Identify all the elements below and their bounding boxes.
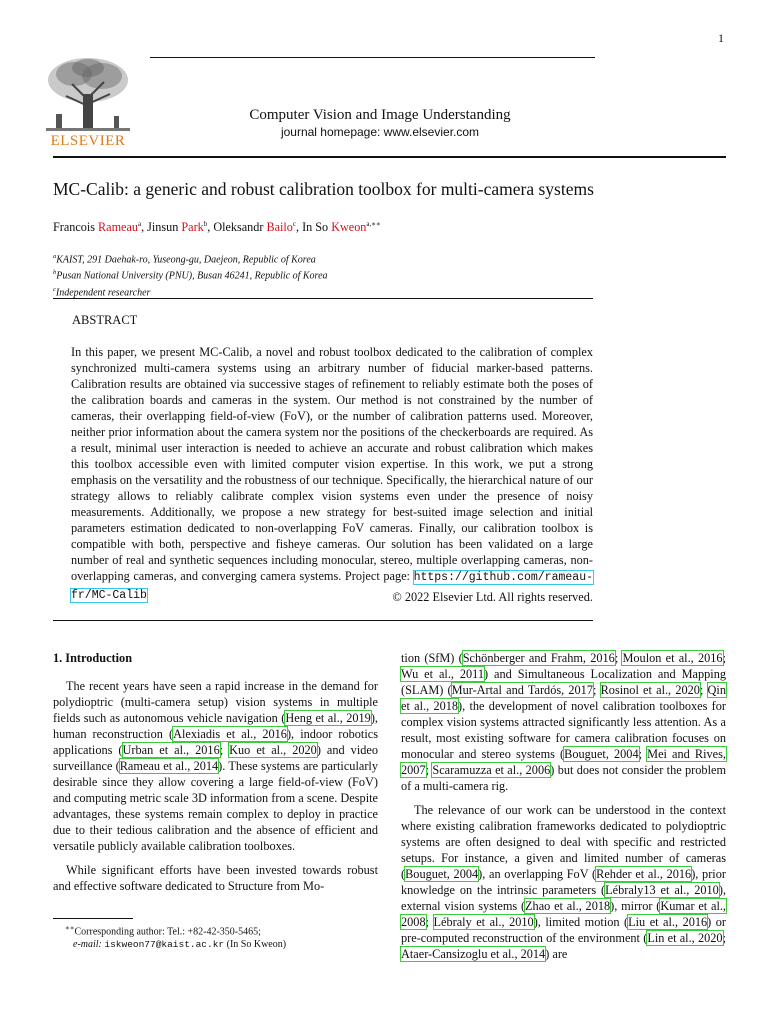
body-text: ), mirror ( <box>610 899 661 913</box>
abstract-text: In this paper, we present MC-Calib, a novel and robust toolbox dedicated to the calibration of complex synchronized multi-camera systems using an arbitrary number of fiducial marker-based patterns. Calibration results are obtained via successive stages of refinement to reliably estimate both the poses of the calibration boards and cameras in the system. Our method is not constrained by the number of cameras, their overlapping field-of-view (FoV), or the number of calibration patterns used. Moreover, neither prior information about the camera system nor the positions of the checkerboards are required. As a result, minimal user interaction is needed to achieve an accurate and robust calibration which makes this toolbox accessible even with limited computer vision expertise. In this work, we put a strong emphasis on the versatility and the robustness of our technique. Specifically, the hierarchical nature of our strategy allows to reliably calibrate complex vision systems even under the presence of noisy measurements. Additionally, we propose a new strategy for best-suited image selection and initial parameters estimation dedicated to non-overlapping FoV cameras. Finally, our calibration toolbox is compatible with both, perspective and fisheye cameras. Our solution has been validated on a large number of real and synthetic sequences including monocular, stereo, multiple overlapping cameras, non-overlapping cameras, and converging camera systems. Project page: <box>71 345 593 583</box>
body-text: The recent years have seen a rapid increase in the demand for polydioptric (multi-camera setup) vision systems in multiple fields such as autonomous vehicle navigation ( <box>53 679 378 725</box>
author-first-name: Francois <box>53 220 99 235</box>
body-text: ; <box>219 743 230 757</box>
paragraph <box>53 678 378 854</box>
copyright-notice: © 2022 Elsevier Ltd. All rights reserved. <box>392 590 593 604</box>
body-text: ), an overlapping FoV ( <box>478 867 597 881</box>
elsevier-logo[interactable] <box>36 54 140 150</box>
citation-link[interactable]: Lébraly et al., 2010 <box>433 915 534 929</box>
author-email[interactable]: iskweon77@kaist.ac.kr <box>104 939 225 951</box>
citation-link[interactable]: Kuo et al., 2020 <box>229 743 317 757</box>
citation-link[interactable]: Bouguet, 2004 <box>405 867 479 881</box>
citation-link[interactable]: Lin et al., 2020 <box>647 931 723 945</box>
citation-link[interactable]: Rehder et al., 2016 <box>596 867 692 881</box>
abstract-heading: ABSTRACT <box>72 313 138 327</box>
body-text: ) and Simultaneous Localization and Mapping (SLAM) ( <box>401 667 726 697</box>
body-text: ) and video surveillance ( <box>53 743 378 773</box>
citation-link[interactable]: Lébraly13 et al., 2010 <box>605 883 719 897</box>
body-text: ), limited motion ( <box>533 915 629 929</box>
email-label: e-mail: <box>73 939 102 951</box>
elsevier-tree-icon <box>36 54 140 134</box>
affiliation-marker: b <box>53 269 57 277</box>
affiliation-text: KAIST, 291 Daehak-ro, Yuseong-gu, Daejeon, Republic of Korea <box>56 254 316 266</box>
body-text: ; <box>425 763 433 777</box>
body-text: While significant efforts have been invested towards robust and effective software dedicated to Structure from Mo- <box>53 863 378 893</box>
author-affiliation-marker: a <box>137 220 142 228</box>
footnote-marker: ∗∗ <box>65 924 75 932</box>
affiliation-marker: c <box>53 285 56 293</box>
section-heading: 1. Introduction <box>53 651 133 665</box>
citation-link[interactable]: Moulon et al., 2016 <box>622 651 723 665</box>
body-text: ; <box>699 683 708 697</box>
author-list <box>53 220 381 235</box>
paper-title: MC-Calib: a generic and robust calibration toolbox for multi-camera systems <box>53 179 594 199</box>
journal-header <box>150 107 610 139</box>
body-text: The relevance of our work can be understood in the context where existing calibration frameworks dedicated to polydioptric systems are often designed to deal with specific and restricted setups. For instance, a given and limited number of cameras ( <box>401 803 726 881</box>
citation-link[interactable]: Mei and Rives, 2007 <box>401 747 726 777</box>
affiliation-text: Independent researcher <box>55 286 151 298</box>
citation-link[interactable]: Ataer-Cansizoglu et al., 2014 <box>401 947 546 961</box>
body-text: ), the development of novel calibration toolboxes for complex vision systems attracted significantly less attention. As a result, most existing software for camera calibration focuses on monocular and stereo systems ( <box>401 699 726 761</box>
abstract-rule-bottom <box>53 620 593 621</box>
author-last-name-link[interactable]: Park <box>181 220 204 235</box>
project-link[interactable]: https://github.com/rameau-fr/MC-Calib <box>71 571 593 602</box>
author-separator: , <box>207 220 214 235</box>
body-text: ; <box>722 651 726 665</box>
paragraph <box>401 650 726 794</box>
body-text: ), external vision systems ( <box>401 883 727 913</box>
citation-link[interactable]: Zhao et al., 2018 <box>525 899 611 913</box>
corresponding-author: Corresponding author: Tel.: +82-42-350-5465; <box>74 926 261 938</box>
journal-homepage[interactable]: journal homepage: www.elsevier.com <box>280 125 480 139</box>
body-text: ). These systems are particularly desirable since they allow covering a large field-of-view (FoV) and computing metric scale 3D information from a scene. Despite advantages, these systems remain complex to deploy in practice due to their tedious calibration and the absence of efficient and versatile publicly available calibration toolboxes. <box>53 759 378 853</box>
paragraph <box>53 862 378 894</box>
author-last-name-link[interactable]: Rameau <box>98 220 138 235</box>
footnote <box>53 922 383 951</box>
header-rule-bottom <box>53 156 726 158</box>
body-text: ) but does not consider the problem of a multi-camera rig. <box>401 763 727 793</box>
citation-link[interactable]: Scaramuzza et al., 2006 <box>432 763 551 777</box>
author-affiliation-marker: c <box>292 220 296 228</box>
page-number: 1 <box>718 31 724 45</box>
affiliation <box>53 283 328 299</box>
citation-link[interactable]: Rameau et al., 2014 <box>119 759 219 773</box>
body-text: ), human reconstruction ( <box>53 711 378 741</box>
left-column <box>53 650 378 894</box>
header-rule-top <box>150 57 595 58</box>
body-text: ; <box>722 931 726 945</box>
author-first-name: In So <box>302 220 332 235</box>
affiliation-text: Pusan National University (PNU), Busan 46241, Republic of Korea <box>56 270 328 282</box>
body-text: ; <box>592 683 601 697</box>
body-text: ; <box>425 915 434 929</box>
body-text: tion (SfM) ( <box>401 651 463 665</box>
citation-link[interactable]: Heng et al., 2019 <box>285 711 371 725</box>
citation-link[interactable]: Kumar et al., 2008 <box>401 899 727 929</box>
citation-link[interactable]: Liu et al., 2016 <box>628 915 708 929</box>
body-text: ; <box>638 747 648 761</box>
citation-link[interactable]: Rosinol et al., 2020 <box>600 683 700 697</box>
elsevier-wordmark: ELSEVIER <box>50 133 126 149</box>
author-separator: , <box>141 220 148 235</box>
body-text: ), indoor robotics applications ( <box>53 727 379 757</box>
author-first-name: Jinsun <box>147 220 182 235</box>
author-last-name-link[interactable]: Bailo <box>266 220 293 235</box>
body-text: ) or pre-computed reconstruction of the environment ( <box>401 915 726 945</box>
citation-link[interactable]: Urban et al., 2016 <box>122 743 220 757</box>
abstract-rule-top <box>53 298 593 299</box>
email-owner: (In So Kweon) <box>224 939 287 951</box>
citation-link[interactable]: Mur-Artal and Tardós, 2017 <box>451 683 593 697</box>
journal-name: Computer Vision and Image Understanding <box>249 107 511 123</box>
body-text: ; <box>614 651 623 665</box>
author-last-name-link[interactable]: Kweon <box>331 220 367 235</box>
body-text: ) are <box>545 947 568 961</box>
right-column <box>401 650 726 962</box>
citation-link[interactable]: Bouguet, 2004 <box>564 747 639 761</box>
affiliation <box>53 250 328 266</box>
citation-link[interactable]: Qin et al., 2018 <box>401 683 726 713</box>
affiliation <box>53 266 328 282</box>
author-affiliation-marker: b <box>203 220 208 228</box>
affiliation-list <box>53 250 328 299</box>
author-affiliation-marker: a,∗∗ <box>366 220 381 228</box>
affiliation-marker: a <box>53 253 57 260</box>
author-first-name: Oleksandr <box>213 220 267 235</box>
citation-link[interactable]: Alexiadis et al., 2016 <box>173 727 287 741</box>
body-text: ), prior knowledge on the intrinsic parameters ( <box>401 867 726 897</box>
paragraph <box>401 802 726 962</box>
citation-link[interactable]: Schönberger and Frahm, 2016 <box>462 651 615 665</box>
author-separator: , <box>295 220 303 235</box>
abstract-body <box>71 344 593 604</box>
citation-link[interactable]: Wu et al., 2011 <box>401 667 485 681</box>
footnote-rule <box>53 918 133 919</box>
